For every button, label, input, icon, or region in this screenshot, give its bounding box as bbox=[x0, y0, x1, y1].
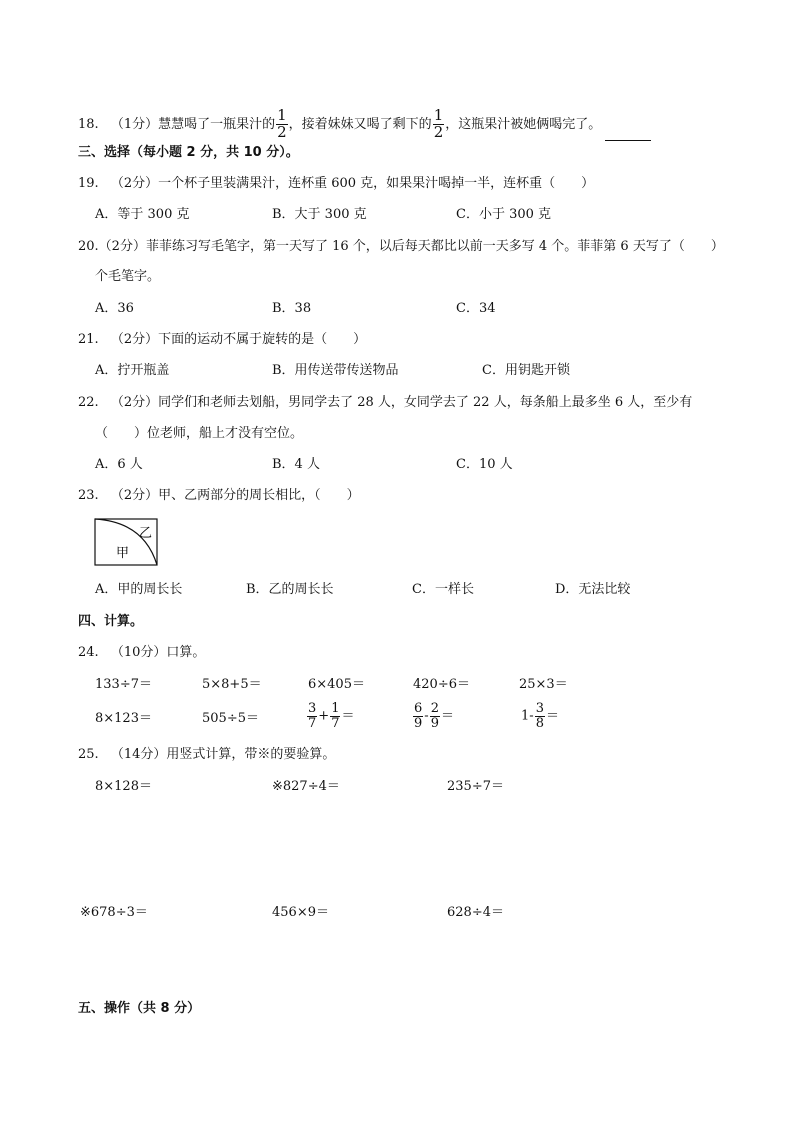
fraction: $\frac{1}{2}$ bbox=[433, 106, 444, 141]
vertical-calc-item: 8×128＝ bbox=[95, 779, 152, 794]
vertical-calc-item: 235÷7＝ bbox=[447, 779, 504, 794]
question-25 bbox=[78, 748, 335, 761]
question-text: （14分）用竖式计算，带※的要验算。 bbox=[110, 747, 336, 762]
question-23 bbox=[78, 489, 360, 502]
question-number: 18. bbox=[78, 116, 99, 132]
question-text: （2分）一个杯子里装满果汁，连杯重 600 克，如果果汁喝掉一半，连杯重（ ） bbox=[110, 176, 595, 191]
question-22-line1 bbox=[78, 396, 692, 409]
section-heading-5: 五、操作（共 8 分） bbox=[78, 1001, 201, 1016]
option-d[interactable]: D．无法比较 bbox=[555, 582, 631, 597]
question-number: 21. bbox=[78, 332, 99, 347]
option-a[interactable]: A．等于 300 克 bbox=[95, 207, 190, 222]
question-19 bbox=[78, 177, 594, 190]
question-text: （10分）口算。 bbox=[110, 645, 206, 660]
perimeter-figure bbox=[94, 518, 160, 568]
question-number: 25. bbox=[78, 747, 99, 762]
calc-item: 420÷6＝ bbox=[413, 677, 470, 692]
question-18 bbox=[78, 108, 651, 141]
question-21 bbox=[78, 333, 366, 346]
question-number: 23. bbox=[78, 488, 99, 503]
option-a[interactable]: A．拧开瓶盖 bbox=[95, 363, 170, 378]
option-b[interactable]: B．大于 300 克 bbox=[272, 207, 367, 222]
vertical-calc-item: 456×9＝ bbox=[272, 905, 329, 920]
question-22-line2: （ ）位老师，船上才没有空位。 bbox=[95, 426, 304, 441]
label-jia: 甲 bbox=[116, 546, 130, 561]
calc-item: 133÷7＝ bbox=[95, 677, 152, 692]
answer-blank[interactable] bbox=[605, 139, 651, 141]
vertical-calc-item: 628÷4＝ bbox=[447, 905, 504, 920]
vertical-calc-item: ※827÷4＝ bbox=[272, 779, 340, 794]
question-24 bbox=[78, 646, 205, 659]
question-number: 19. bbox=[78, 176, 99, 191]
option-c[interactable]: C．一样长 bbox=[412, 582, 474, 597]
option-b[interactable]: B．38 bbox=[272, 301, 312, 316]
option-b[interactable]: B．用传送带传送物品 bbox=[272, 363, 399, 378]
option-a[interactable]: A．36 bbox=[95, 301, 134, 316]
fraction: $\frac{1}{2}$ bbox=[277, 106, 287, 141]
option-c[interactable]: C．34 bbox=[456, 301, 496, 316]
calc-fraction-3: 1- $\frac{3}{8}$ ＝ bbox=[521, 701, 559, 731]
question-20-line2: 个毛笔字。 bbox=[95, 269, 161, 284]
question-text: ，接着妹妹又喝了剩下的 bbox=[288, 116, 432, 132]
option-c[interactable]: C．10 人 bbox=[456, 457, 513, 472]
option-b[interactable]: B．乙的周长长 bbox=[246, 582, 334, 597]
option-a[interactable]: A．甲的周长长 bbox=[95, 582, 183, 597]
question-text: （2分）甲、乙两部分的周长相比，（ ） bbox=[110, 488, 360, 503]
question-number: 24. bbox=[78, 645, 99, 660]
calc-fraction-1: $\frac{3}{7}$ + $\frac{1}{7}$ ＝ bbox=[308, 701, 355, 731]
option-c[interactable]: C．小于 300 克 bbox=[456, 207, 552, 222]
question-number: 22. bbox=[78, 395, 99, 410]
calc-item: 6×405＝ bbox=[308, 677, 365, 692]
calc-fraction-2: $\frac{6}{9}$ - $\frac{2}{9}$ ＝ bbox=[414, 701, 454, 731]
option-c[interactable]: C．用钥匙开锁 bbox=[482, 363, 570, 378]
option-a[interactable]: A．6 人 bbox=[95, 457, 143, 472]
vertical-calc-item: ※678÷3＝ bbox=[80, 905, 148, 920]
label-yi: 乙 bbox=[139, 526, 153, 541]
question-text: 慧慧喝了一瓶果汁的 bbox=[158, 116, 276, 132]
question-20-line1: 20.（2分）菲菲练习写毛笔字，第一天写了 16 个，以后每天都比以前一天多写 4 个。菲菲第 6 天写了（ ） bbox=[78, 239, 724, 254]
question-text: （2分）同学们和老师去划船，男同学去了 28 人，女同学去了 22 人，每条船上最多坐 6 人，至少有 bbox=[110, 395, 693, 410]
question-text: ，这瓶果汁被她俩喝完了。 bbox=[445, 116, 602, 132]
section-heading-4: 四、计算。 bbox=[78, 614, 144, 629]
section-heading-3: 三、选择（每小题 2 分，共 10 分）。 bbox=[78, 145, 299, 160]
calc-item: 5×8+5＝ bbox=[202, 677, 262, 692]
calc-item: 505÷5＝ bbox=[202, 711, 259, 726]
option-b[interactable]: B．4 人 bbox=[272, 457, 320, 472]
calc-item: 25×3＝ bbox=[519, 677, 568, 692]
calc-item: 8×123＝ bbox=[95, 711, 152, 726]
question-score: （1分） bbox=[110, 116, 159, 132]
question-text: （2分）下面的运动不属于旋转的是（ ） bbox=[110, 332, 367, 347]
